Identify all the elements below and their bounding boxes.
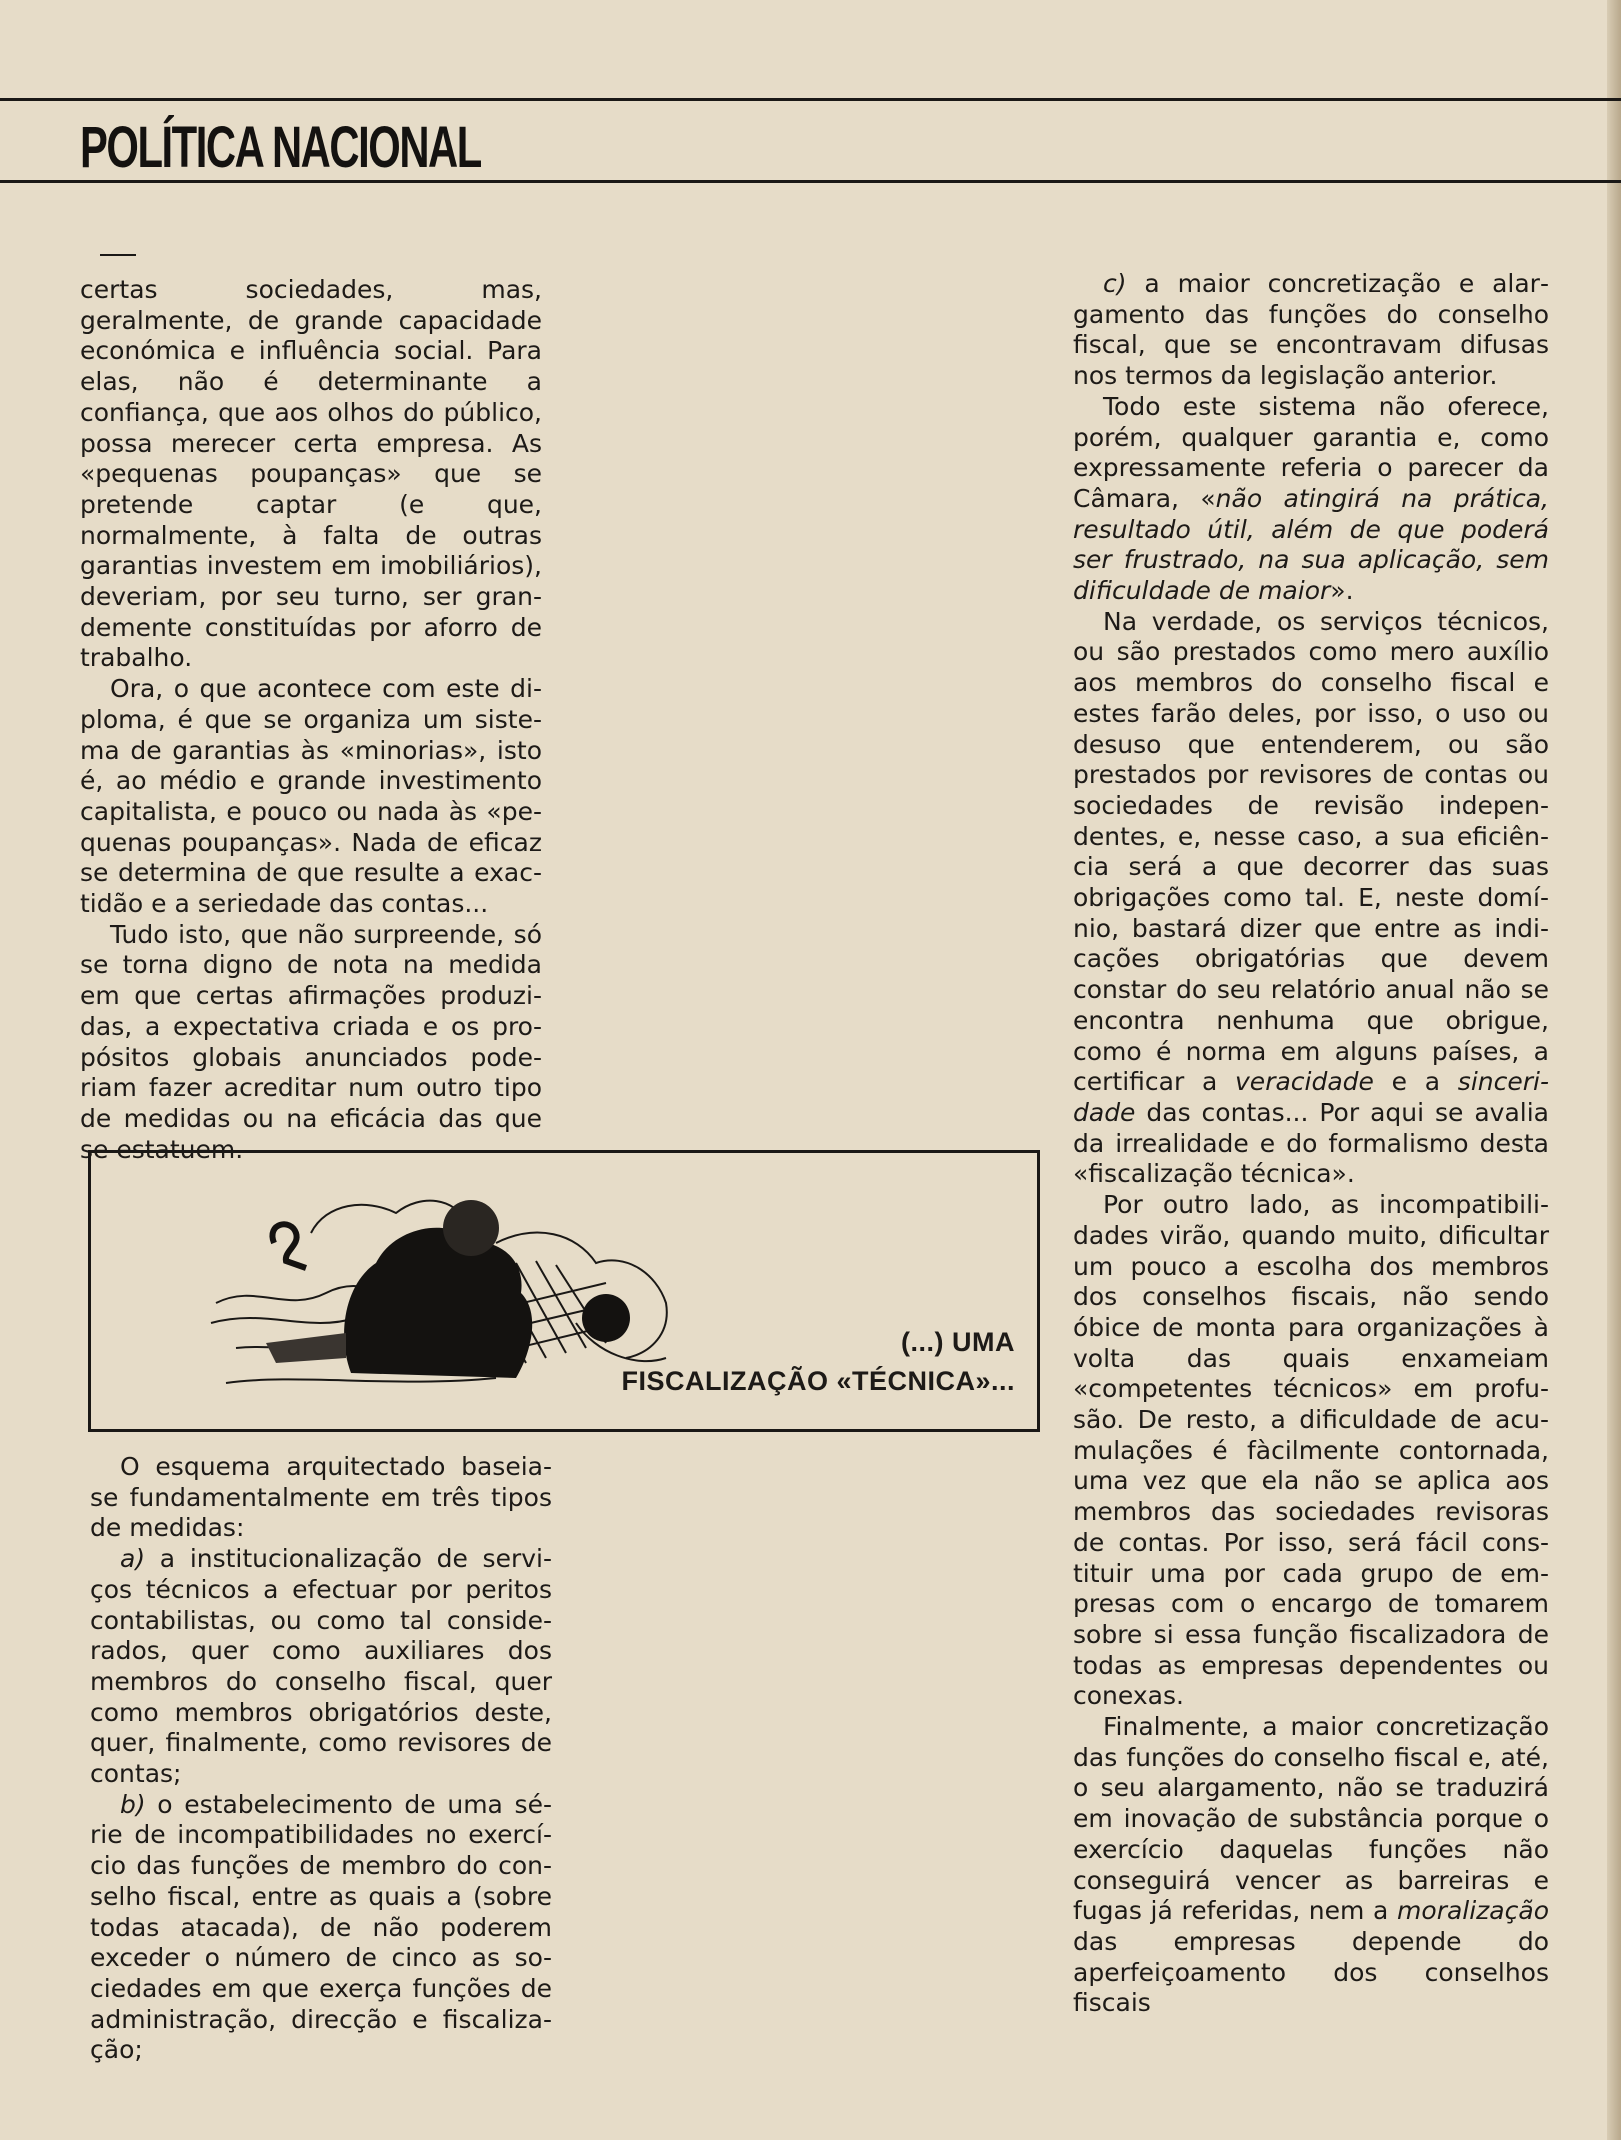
cartoon-illustration [196, 1183, 686, 1403]
item-text: a institucionalização de serviços técnicos a efectuar por peritos contabilistas, ou como tal considerados, quer como auxiliares dos membros do conselho fiscal, quer como membros obrigatórios deste, quer, finalmente, como revisores de contas; [90, 1544, 552, 1789]
text: das contas... Por aqui se avalia da irrealidade e do formalismo desta «fiscalização técnica». [1073, 1097, 1549, 1189]
list-item-c [1073, 269, 1549, 392]
paragraph [1073, 607, 1549, 1190]
list-item-b [90, 1790, 552, 2066]
paragraph: Ora, o que acontece com este diploma, é que se organiza um sistema de garantias às «minorias», isto é, ao médio e grande investimento capitalista, e pouco ou nada às «pequenas poupanças». Nada de eficaz se determina de que resulte a exactidão e a seriedade das contas... [80, 674, 542, 919]
text: das empresas depende do aperfeiçoamento dos conselhos fiscais [1073, 1926, 1549, 2018]
item-marker: b) [120, 1789, 146, 1819]
paragraph [1073, 392, 1549, 607]
left-column-bottom [90, 1452, 552, 2066]
page-edge [1607, 0, 1621, 2140]
column-start-mark [100, 254, 136, 256]
emphasis: moralização [1397, 1896, 1549, 1926]
paragraph: certas sociedades, mas, geralmente, de grande capacidade económica e influência social. Para elas, não é determinante a confiança, que aos olhos do público, possa merecer certa empresa. As «pequenas poupanças» que se pretende captar (e que, normalmente, à falta de outras garantias investem em imobiliários), deveriam, por seu turno, ser grandemente constituídas por aforro de trabalho. [80, 275, 542, 673]
illustration-caption [621, 1323, 1015, 1401]
text: Finalmente, a maior concretização das funções do conselho fiscal e, até, o seu alargamento, não se traduzirá em inovação de substância porque o exercício daquelas funções não conseguirá vencer as barreiras e fugas já referidas, nem a [1073, 1712, 1549, 1926]
list-item-a [90, 1544, 552, 1790]
quote: não atingirá na prática, resultado útil, além de que poderá ser frustrado, na sua aplicação, sem dificuldade de maior [1073, 483, 1549, 606]
section-title: POLÍTICA NACIONAL [80, 115, 481, 180]
emphasis: sinceridade [1073, 1067, 1549, 1127]
illustration-box [88, 1150, 1040, 1432]
text: e a [1373, 1067, 1458, 1097]
paragraph: Tudo isto, que não surpreende, só se torna digno de nota na medida em que certas afirmações produzidas, a expectativa criada e os propósitos globais anunciados poderiam fazer acreditar num outro tipo de medidas ou na eficácia das que se estatuem. [80, 919, 542, 1164]
paragraph: Por outro lado, as incompatibilidades virão, quando muito, dificultar um pouco a escolha dos membros dos conselhos fiscais, não sendo óbice de monta para organizações à volta das quais enxameiam «competentes técnicos» em profusão. De resto, a dificuldade de acumulações é fàcilmente contornada, uma vez que ela não se aplica aos membros das sociedades revisoras de contas. Por isso, será fácil constituir uma por cada grupo de empresas com o encargo de tomarem sobre si essa função fiscalizadora de todas as empresas dependentes ou conexas. [1073, 1190, 1549, 1711]
item-marker: c) [1103, 269, 1127, 298]
header-bottom-rule [0, 180, 1621, 183]
text: ». [1330, 576, 1354, 606]
item-text: a maior concretização e alargamento das funções do conselho fiscal, que se encontravam difusas nos termos da legislação anterior. [1073, 269, 1549, 391]
item-text: o estabelecimento de uma série de incompatibilidades no exercício das funções de membro do conselho fiscal, entre as quais a (sobre todas atacada), de não poderem exceder o número de cinco as sociedades em que exerça funções de administração, direcção e fiscalização; [90, 1789, 552, 2065]
caption-line-2: FISCALIZAÇÃO «TÉCNICA»... [621, 1366, 1015, 1396]
paragraph: O esquema arquitectado baseia-se fundamentalmente em três tipos de medidas: [90, 1452, 552, 1543]
caption-line-1: (...) UMA [901, 1327, 1015, 1357]
header-top-rule [0, 98, 1621, 101]
right-column [1073, 269, 1549, 2019]
item-marker: a) [120, 1544, 146, 1574]
paragraph [1073, 1712, 1549, 2019]
emphasis: veracidade [1235, 1067, 1374, 1097]
left-column-top [80, 275, 542, 1165]
text: Na verdade, os serviços técnicos, ou são prestados como mero auxílio aos membros do conselho fiscal e estes farão deles, por isso, o uso ou desuso que entenderem, ou são prestados por revisores de contas ou sociedades de revisão independentes, e, nesse caso, a sua eficiência será a que decorrer das suas obrigações como tal. E, neste domínio, bastará dizer que entre as indicações obrigatórias que devem constar do seu relatório anual não se encontra nenhuma que obrigue, como é norma em alguns países, a certificar a [1073, 606, 1549, 1097]
text: Todo este sistema não oferece, porém, qualquer garantia e, como expressamente referia o parecer da Câmara, « [1073, 391, 1549, 513]
